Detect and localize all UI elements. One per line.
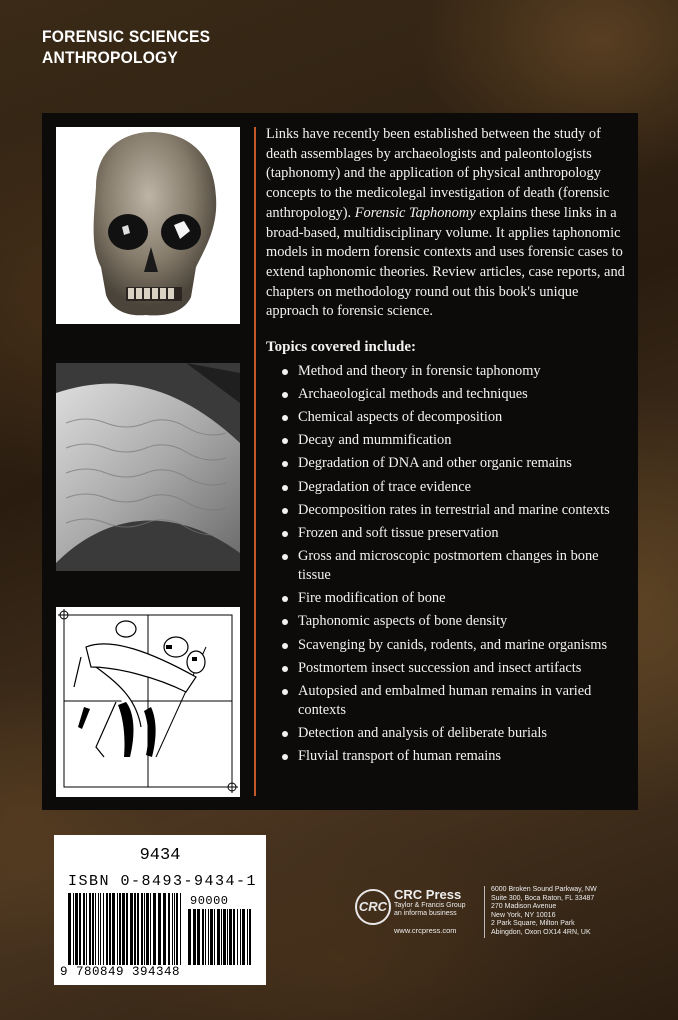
isbn-text: ISBN 0-8493-9434-1 bbox=[68, 873, 258, 890]
list-item: Fluvial transport of human remains bbox=[266, 747, 628, 767]
topics-list bbox=[266, 362, 628, 767]
list-item: Frozen and soft tissue preservation bbox=[266, 524, 628, 544]
address-line: 2 Park Square, Milton Park bbox=[491, 920, 575, 928]
list-item: Degradation of trace evidence bbox=[266, 478, 628, 498]
address-line: Abingdon, Oxon OX14 4RN, UK bbox=[491, 928, 591, 936]
publisher-address bbox=[484, 886, 597, 938]
barcode-label bbox=[54, 835, 266, 985]
list-item: Postmortem insect succession and insect artifacts bbox=[266, 659, 628, 679]
description bbox=[266, 125, 628, 322]
publisher-website: www.crcpress.com bbox=[394, 926, 457, 935]
topics-heading: Topics covered include: bbox=[266, 339, 417, 356]
description-part-1: Links have recently been established between the study of death assemblages by archaeologists and paleontologists (taphonomy) and the application of physical anthropology concepts to the medicolegal investigation of death (forensic anthropology). bbox=[266, 126, 610, 221]
content-panel bbox=[42, 113, 638, 810]
publisher-block bbox=[394, 888, 466, 935]
book-title: Forensic Taphonomy bbox=[354, 204, 476, 221]
text-column bbox=[266, 125, 628, 771]
description-part-2: explains these links in a broad-based, multidisciplinary volume. It applies taphonomic models in modern forensic contexts and uses forensic cases to extend taphonomic theories. Review articles, case reports, and chapters on methodology round out this book's unique approach to forensic science. bbox=[266, 204, 625, 320]
isbn-barcode bbox=[68, 893, 184, 965]
publisher-group: Taylor & Francis Group bbox=[394, 902, 466, 909]
list-item: Chemical aspects of decomposition bbox=[266, 408, 628, 428]
list-item: Archaeological methods and techniques bbox=[266, 385, 628, 405]
list-item: Autopsied and embalmed human remains in varied contexts bbox=[266, 682, 628, 721]
category-line-2: ANTHROPOLOGY bbox=[42, 48, 179, 67]
burial-drawing bbox=[56, 607, 240, 797]
ean-number: 9 780849 394348 bbox=[60, 965, 181, 979]
list-item: Method and theory in forensic taphonomy bbox=[266, 362, 628, 382]
publisher-name: CRC Press bbox=[394, 887, 462, 902]
addon-number: 90000 bbox=[190, 894, 229, 908]
price-code: 9434 bbox=[139, 846, 181, 865]
address-line: 6000 Broken Sound Parkway, NW bbox=[491, 886, 597, 893]
category-line-1: FORENSIC SCIENCES bbox=[42, 27, 211, 46]
list-item: Taphonomic aspects of bone density bbox=[266, 612, 628, 632]
publisher-informa: an informa business bbox=[394, 910, 457, 917]
address-line: New York, NY 10016 bbox=[491, 911, 556, 919]
list-item: Decay and mummification bbox=[266, 431, 628, 451]
list-item: Gross and microscopic postmortem changes in bone tissue bbox=[266, 547, 628, 586]
addon-barcode bbox=[188, 909, 254, 965]
list-item: Detection and analysis of deliberate burials bbox=[266, 724, 628, 744]
list-item: Degradation of DNA and other organic remains bbox=[266, 454, 628, 474]
orange-divider bbox=[254, 127, 256, 796]
category-label bbox=[42, 26, 225, 68]
crc-logo: CRC bbox=[355, 889, 391, 925]
skull-photo bbox=[56, 127, 240, 324]
hair-micrograph bbox=[56, 363, 240, 571]
list-item: Decomposition rates in terrestrial and marine contexts bbox=[266, 501, 628, 521]
address-line: Suite 300, Boca Raton, FL 33487 bbox=[491, 894, 595, 902]
list-item: Scavenging by canids, rodents, and marine organisms bbox=[266, 636, 628, 656]
list-item: Fire modification of bone bbox=[266, 589, 628, 609]
address-line: 270 Madison Avenue bbox=[491, 903, 557, 911]
